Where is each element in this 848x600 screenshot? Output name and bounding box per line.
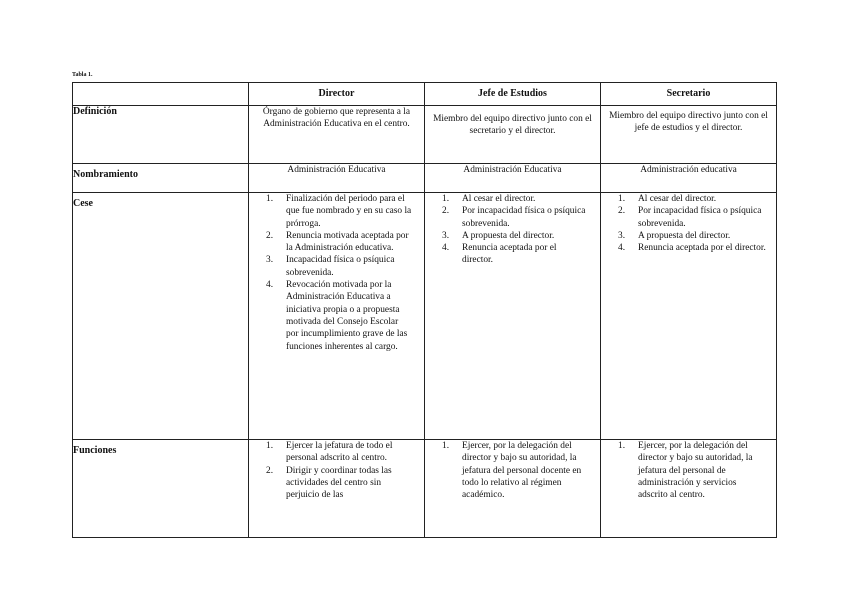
- roles-table: [72, 82, 777, 538]
- header-jefe-de-estudios: Jefe de Estudios: [425, 83, 601, 106]
- table-row-nombramiento: [73, 164, 777, 193]
- header-blank-cell: [73, 83, 249, 106]
- list-item: 2. Dirigir y coordinar todas las actividades del centro sin perjuicio de las: [266, 465, 392, 501]
- list-item: 1. Ejercer, por la delegación del director y bajo su autoridad, la jefatura del personal de administración y servicios adscrito al centro.: [618, 441, 753, 501]
- list-item: 3. A propuesta del director.: [618, 230, 731, 241]
- row-label-nombramiento: Nombramiento: [73, 164, 249, 193]
- list-item: 1. Ejercer la jefatura de todo el personal adscrito al centro.: [266, 441, 393, 464]
- funciones-secretario: [601, 440, 777, 538]
- row-label-funciones: Funciones: [73, 440, 249, 538]
- list-item: 1. Al cesar el director.: [442, 194, 536, 204]
- cese-jefe-de-estudios: [425, 193, 601, 440]
- table-row-funciones: [73, 440, 777, 538]
- header-secretario: Secretario: [601, 83, 777, 106]
- header-row: [73, 83, 777, 106]
- definicion-jefe-de-estudios: Miembro del equipo directivo junto con el secretario y el director.: [425, 106, 601, 164]
- nombramiento-jefe-de-estudios: Administración Educativa: [425, 164, 601, 193]
- list-item: 4. Renuncia aceptada por el director.: [442, 243, 557, 266]
- nombramiento-director: Administración Educativa: [249, 164, 425, 193]
- list-item: 2. Por incapacidad física o psíquica sobrevenida.: [618, 206, 762, 229]
- table-row-definicion: [73, 106, 777, 164]
- table-caption: Tabla 1.: [72, 72, 93, 78]
- list-item: 2. Renuncia motivada aceptada por la Administración educativa.: [266, 230, 409, 254]
- funciones-jefe-de-estudios: [425, 440, 601, 538]
- table-row-cese: [73, 193, 777, 440]
- cese-secretario: [601, 193, 777, 440]
- list-item: 1. Finalización del periodo para el que fue nombrado y en su caso la prórroga.: [266, 194, 412, 229]
- list-item: 2. Por incapacidad física o psíquica sobrevenida.: [442, 206, 586, 229]
- list-item: 1. Ejercer, por la delegación del director y bajo su autoridad, la jefatura del personal docente en todo lo relativo al régimen académico.: [442, 441, 582, 501]
- cese-director: [249, 193, 425, 440]
- list-item: 3. A propuesta del director.: [442, 230, 555, 241]
- definicion-secretario: Miembro del equipo directivo junto con el jefe de estudios y el director.: [601, 106, 777, 164]
- funciones-director: [249, 440, 425, 538]
- list-item: 4. Renuncia aceptada por el director.: [618, 243, 766, 254]
- nombramiento-secretario: Administración educativa: [601, 164, 777, 193]
- definicion-director: Órgano de gobierno que representa a la Administración Educativa en el centro.: [249, 106, 425, 164]
- row-label-definicion: Definición: [73, 106, 249, 164]
- list-item: 3. Incapacidad física o psíquica sobrevenida.: [266, 255, 395, 278]
- row-label-cese: Cese: [73, 193, 249, 440]
- list-item: 1. Al cesar del director.: [618, 194, 717, 204]
- list-item: 4. Revocación motivada por la Administración Educativa a iniciativa propia o a propuesta motivada del Consejo Escolar por incumplimiento grave de las funciones inherentes al cargo.: [266, 280, 408, 352]
- header-director: Director: [249, 83, 425, 106]
